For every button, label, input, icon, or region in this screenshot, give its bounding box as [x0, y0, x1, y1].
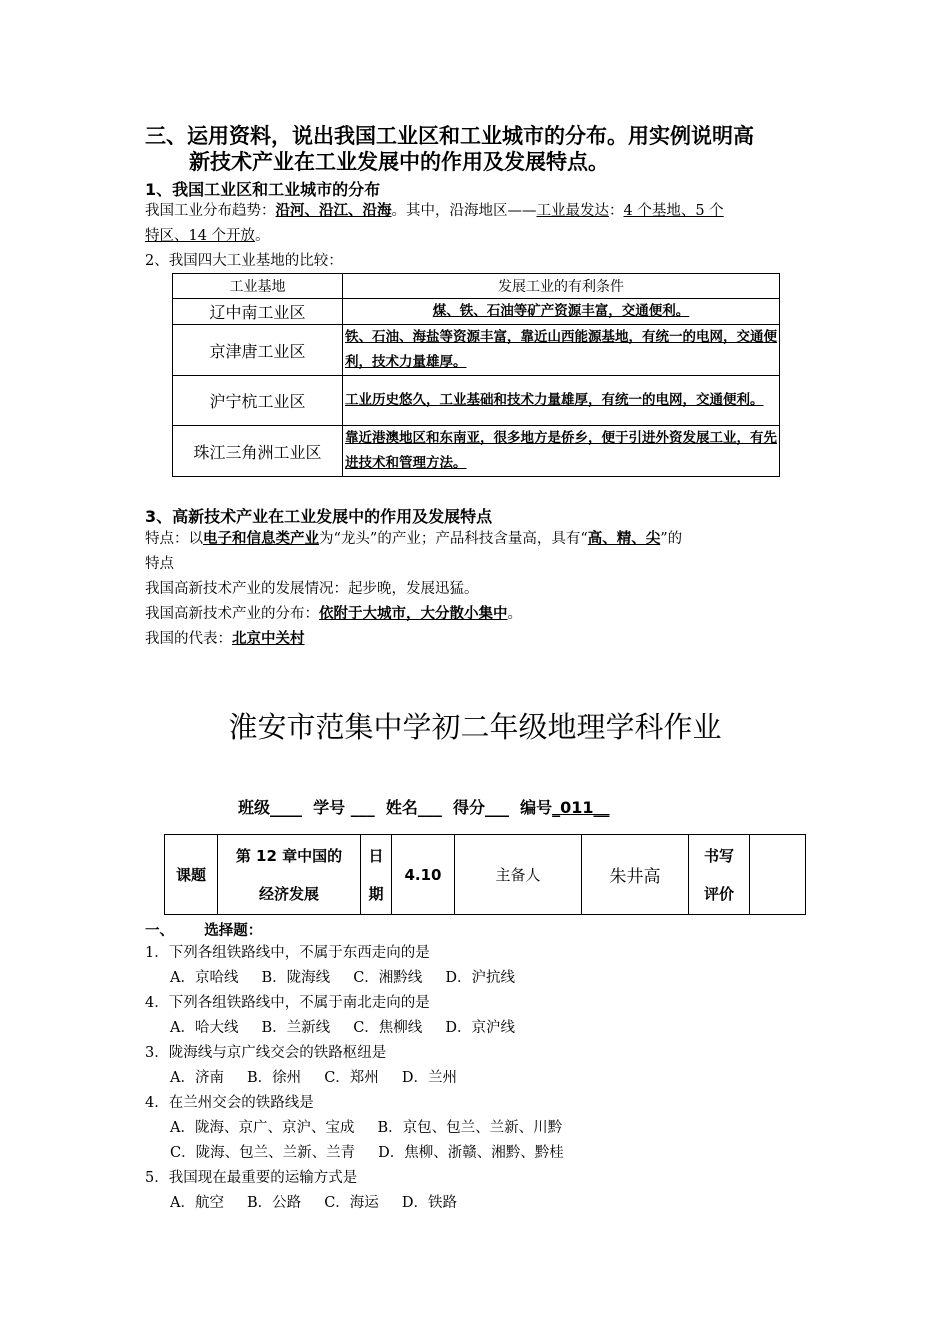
topic-label: 课题	[165, 835, 218, 915]
representative-prefix: 我国的代表：	[145, 631, 232, 647]
features-bold-2: 高、精、尖	[587, 531, 661, 547]
table-header-base: 工业基地	[173, 274, 343, 299]
worksheet-header-table	[164, 834, 806, 915]
distribution-prefix: 我国高新技术产业的分布：	[145, 606, 319, 622]
trend-underline-3: 特区、14 个开放	[145, 228, 256, 244]
date-label	[361, 835, 392, 915]
trend-bold: 沿河、沿江、沿海	[275, 203, 392, 219]
question-options: A．哈大线 B．兰新线 C．焦柳线 D．京沪线	[170, 1020, 515, 1036]
base-name: 珠江三角洲工业区	[173, 426, 343, 477]
question-text: 4．在兰州交会的铁路线是	[145, 1095, 314, 1111]
features-mid: 为“龙头”的产业；产品科技含量高，具有“	[319, 531, 588, 547]
question-text: 1．下列各组铁路线中，不属于东西走向的是	[145, 945, 430, 961]
subheading-distribution: 1、我国工业区和工业城市的分布	[145, 180, 381, 199]
subheading-comparison: 2、我国四大工业基地的比较：	[145, 253, 343, 269]
subheading-hightech: 3、高新技术产业在工业发展中的作用及发展特点	[145, 507, 493, 526]
worksheet-title: 淮安市范集中学初二年级地理学科作业	[228, 710, 722, 744]
question-options: A．济南 B．徐州 C．郑州 D．兰州	[170, 1070, 457, 1086]
question-text: 3．陇海线与京广线交会的铁路枢纽是	[145, 1045, 387, 1061]
worksheet-number: _011__	[552, 798, 610, 817]
date-value: 4.10	[392, 835, 455, 915]
preparer-value: 朱井高	[582, 835, 689, 915]
features-line2: 特点	[145, 556, 174, 572]
base-conditions: 铁、石油、海盐等资源丰富，靠近山西能源基地，有统一的电网，交通便利，技术力量雄厚。	[343, 325, 780, 376]
trend-underline-2: 4 个基地、5 个	[623, 203, 724, 219]
base-name: 沪宁杭工业区	[173, 376, 343, 426]
section-title-choice: 一、 选择题：	[145, 923, 263, 939]
date-label-line2: 期	[368, 884, 384, 903]
table-row	[173, 325, 780, 376]
writing-label	[689, 835, 750, 915]
development-text: 我国高新技术产业的发展情况：起步晚，发展迅猛。	[145, 581, 479, 597]
section-heading-line1: 三、运用资料，说出我国工业区和工业城市的分布。用实例说明高	[145, 124, 754, 148]
question-options: A．京哈线 B．陇海线 C．湘黔线 D．沪抗线	[170, 970, 515, 986]
base-conditions: 煤、铁、石油等矿产资源丰富，交通便利。	[343, 299, 780, 325]
representative-text	[145, 627, 305, 652]
header-row	[165, 835, 806, 915]
writing-label-line1: 书写	[703, 846, 734, 865]
table-header-conditions: 发展工业的有利条件	[343, 274, 780, 299]
distribution-text	[145, 602, 522, 627]
section-heading	[145, 123, 815, 175]
distribution-end: 。	[507, 606, 522, 622]
section-heading-line2: 新技术产业在工业发展中的作用及发展特点。	[189, 150, 609, 174]
industrial-base-table	[172, 273, 780, 477]
writing-value	[750, 835, 806, 915]
base-name: 京津唐工业区	[173, 325, 343, 376]
topic-value-line2: 经济发展	[258, 884, 319, 903]
table-row	[173, 376, 780, 426]
trend-colon: ：	[609, 203, 624, 219]
table-row	[173, 426, 780, 477]
trend-paragraph	[145, 199, 807, 249]
question-options: A．航空 B．公路 C．海运 D．铁路	[170, 1195, 457, 1211]
question-text: 4．下列各组铁路线中，不属于南北走向的是	[145, 995, 430, 1011]
topic-value	[218, 835, 361, 915]
preparer-label: 主备人	[455, 835, 582, 915]
student-info-line	[238, 795, 610, 818]
trend-mid: 。其中，沿海地区——	[391, 203, 537, 219]
base-name: 辽中南工业区	[173, 299, 343, 325]
writing-label-line2: 评价	[703, 884, 734, 903]
base-conditions: 工业历史悠久，工业基础和技术力量雄厚，有统一的电网，交通便利。	[343, 376, 780, 426]
question-options: C．陇海、包兰、兰新、兰青 D．焦柳、浙赣、湘黔、黔桂	[170, 1145, 564, 1161]
distribution-bold: 依附于大城市，大分散小集中	[319, 606, 508, 622]
features-end: ”的	[660, 531, 683, 547]
topic-value-line1: 第 12 章中国的	[235, 846, 343, 865]
date-label-line1: 日	[368, 846, 384, 865]
trend-prefix: 我国工业分布趋势：	[145, 203, 276, 219]
features-bold-1: 电子和信息类产业	[203, 531, 319, 547]
base-conditions: 靠近港澳地区和东南亚，很多地方是侨乡，便于引进外资发展工业，有先进技术和管理方法。	[343, 426, 780, 477]
features-prefix: 特点：以	[145, 531, 203, 547]
representative-bold: 北京中关村	[232, 631, 305, 647]
trend-underline-1: 工业最发达	[536, 203, 609, 219]
features-paragraph	[145, 527, 807, 577]
question-options: A．陇海、京广、京沪、宝成 B．京包、包兰、兰新、川黔	[170, 1120, 563, 1136]
table-row	[173, 299, 780, 325]
question-text: 5．我国现在最重要的运输方式是	[145, 1170, 358, 1186]
student-info-fields: 班级____ 学号 ___ 姓名___ 得分___ 编号	[238, 798, 553, 817]
trend-end: 。	[255, 228, 270, 244]
table-header-row	[173, 274, 780, 299]
